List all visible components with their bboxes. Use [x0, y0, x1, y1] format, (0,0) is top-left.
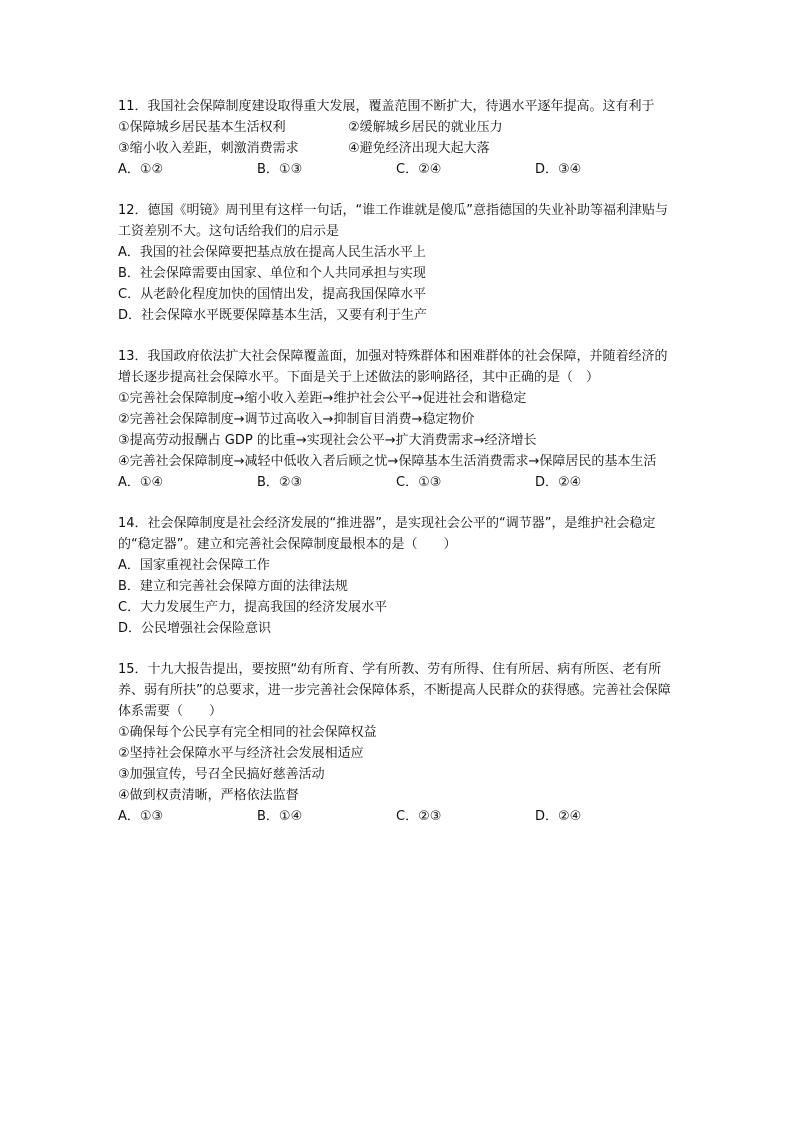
- exam-page: [118, 96, 678, 847]
- item-row: [118, 138, 678, 159]
- answer-choice: A．①④: [118, 475, 164, 490]
- option: C．从老龄化程度加快的国情出发，提高我国保障水平: [118, 287, 427, 302]
- item: ①完善社会保障制度→缩小收入差距→维护社会公平→促进社会和谐稳定: [118, 391, 527, 406]
- question-stem: 12．德国《明镜》周刊里有这样一句话，“谁工作谁就是傻瓜”意指德国的失业补助等福利津贴与工资差别不大。这句话给我们的启示是: [118, 203, 669, 239]
- answer-choice: B．②③: [257, 475, 303, 490]
- answer-choice: A．①③: [118, 809, 164, 824]
- answer-choice: D．②④: [535, 809, 582, 824]
- item: ④完善社会保障制度→减轻中低收入者后顾之忧→保障基本生活消费需求→保障居民的基本生活: [118, 454, 657, 469]
- answer-choice: A．①②: [118, 162, 164, 177]
- answer-choice: B．①③: [257, 162, 303, 177]
- question-11: [118, 96, 678, 180]
- question-stem: 15．十九大报告提出，要按照“幼有所育、学有所教、劳有所得、住有所居、病有所医、老有所养、弱有所扶”的总要求，进一步完善社会保障体系，不断提高人民群众的获得感。完善社会保障体系需要（ ）: [118, 662, 671, 719]
- option: A．我国的社会保障要把基点放在提高人民生活水平上: [118, 245, 426, 260]
- question-12: [118, 200, 678, 326]
- question-stem: 11．我国社会保障制度建设取得重大发展，覆盖范围不断扩大，待遇水平逐年提高。这有利于: [118, 99, 655, 114]
- question-14: [118, 513, 678, 639]
- answer-row: [118, 472, 678, 493]
- answer-choice: D．②④: [535, 475, 582, 490]
- answer-row: [118, 806, 678, 827]
- question-15: [118, 659, 678, 827]
- item: ③提高劳动报酬占 GDP 的比重→实现社会公平→扩大消费需求→经济增长: [118, 433, 537, 448]
- option: B．社会保障需要由国家、单位和个人共同承担与实现: [118, 266, 426, 281]
- item: ④做到权责清晰，严格依法监督: [118, 788, 299, 803]
- item: ③缩小收入差距，刺激消费需求: [118, 141, 299, 156]
- item: ②缓解城乡居民的就业压力: [348, 120, 503, 135]
- answer-choice: B．①④: [257, 809, 303, 824]
- option: A．国家重视社会保障工作: [118, 558, 270, 573]
- option: D．公民增强社会保险意识: [118, 621, 272, 636]
- item: ④避免经济出现大起大落: [348, 141, 490, 156]
- item: ①保障城乡居民基本生活权利: [118, 120, 286, 135]
- option: C．大力发展生产力，提高我国的经济发展水平: [118, 600, 388, 615]
- answer-choice: C．②③: [396, 809, 442, 824]
- item-row: [118, 117, 678, 138]
- question-stem: 14．社会保障制度是社会经济发展的“推进器”，是实现社会公平的“调节器”，是维护社会稳定的“稳定器”。建立和完善社会保障制度最根本的是（ ）: [118, 516, 656, 552]
- item: ②坚持社会保障水平与经济社会发展相适应: [118, 746, 364, 761]
- option: D．社会保障水平既要保障基本生活，又要有利于生产: [118, 308, 428, 323]
- answer-choice: D．③④: [535, 162, 582, 177]
- answer-choice: C．①③: [396, 475, 442, 490]
- answer-choice: C．②④: [396, 162, 442, 177]
- question-stem: 13．我国政府依法扩大社会保障覆盖面，加强对特殊群体和困难群体的社会保障，并随着经济的增长逐步提高社会保障水平。下面是关于上述做法的影响路径，其中正确的是（ ）: [118, 349, 668, 385]
- answer-row: [118, 159, 678, 180]
- option: B．建立和完善社会保障方面的法律法规: [118, 579, 348, 594]
- item: ①确保每个公民享有完全相同的社会保障权益: [118, 725, 377, 740]
- question-13: [118, 346, 678, 493]
- item: ③加强宣传，号召全民搞好慈善活动: [118, 767, 325, 782]
- item: ②完善社会保障制度→调节过高收入→抑制盲目消费→稳定物价: [118, 412, 475, 427]
